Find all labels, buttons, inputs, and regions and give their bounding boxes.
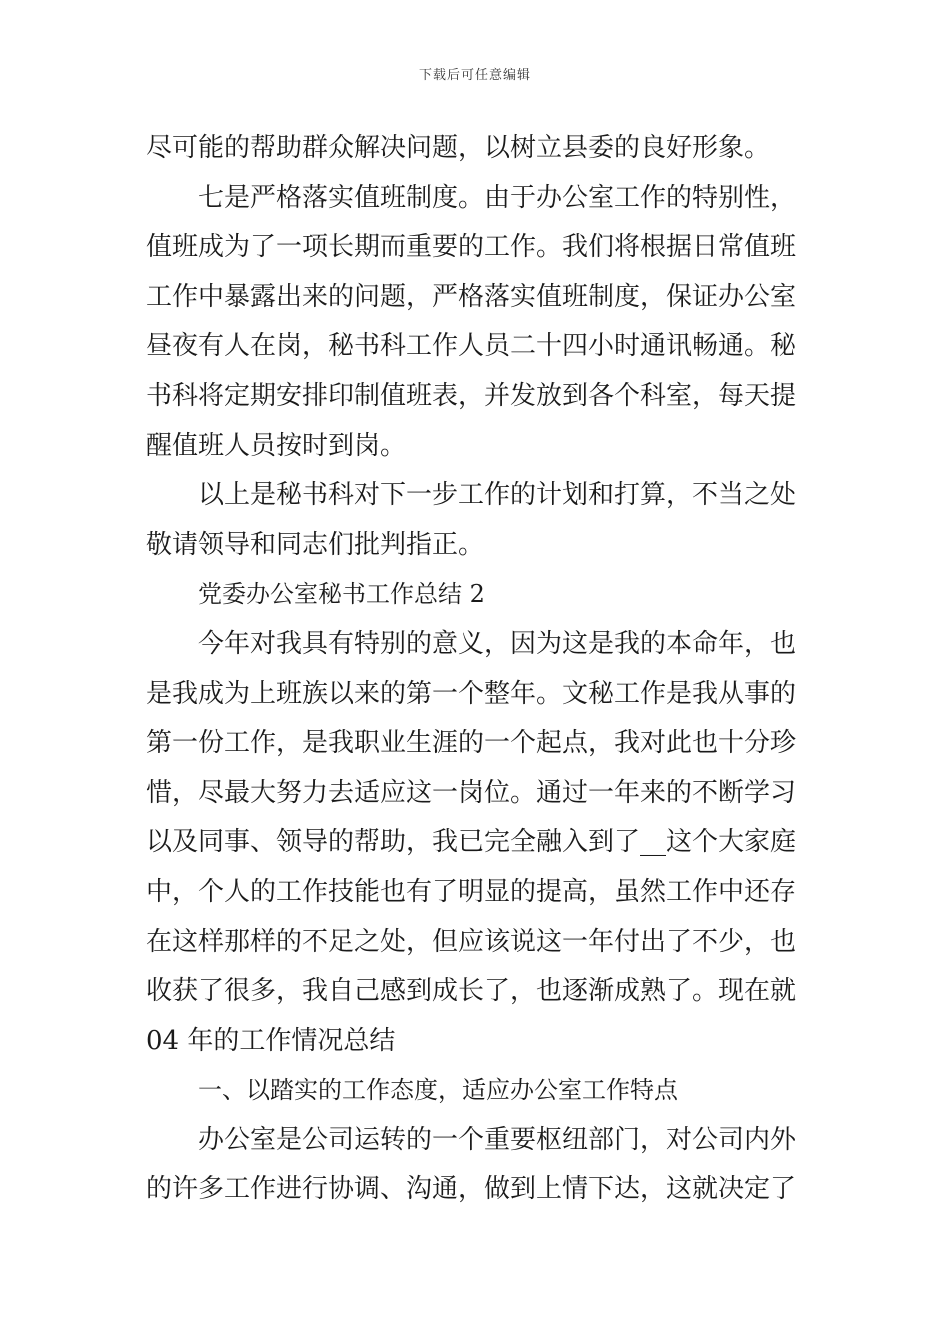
text-line: 在这样那样的不足之处，但应该说这一年付出了不少，也 bbox=[146, 926, 797, 957]
text-line: 值班成为了一项长期而重要的工作。我们将根据日常值班 bbox=[146, 232, 797, 263]
text-line: 的许多工作进行协调、沟通，做到上情下达，这就决定了 bbox=[146, 1174, 797, 1205]
text-line: 昼夜有人在岗，秘书科工作人员二十四小时通讯畅通。秘 bbox=[146, 331, 797, 362]
paragraph-start-line: 以上是秘书科对下一步工作的计划和打算，不当之处 bbox=[198, 480, 797, 511]
text-line: 尽可能的帮助群众解决问题，以树立县委的良好形象。 bbox=[146, 133, 771, 163]
text-line: 工作中暴露出来的问题，严格落实值班制度，保证办公室 bbox=[146, 281, 797, 312]
text-line: 第一份工作，是我职业生涯的一个起点，我对此也十分珍 bbox=[146, 728, 797, 759]
paragraph-start-line: 办公室是公司运转的一个重要枢纽部门，对公司内外 bbox=[198, 1124, 797, 1155]
text-line: 以及同事、领导的帮助，我已完全融入到了__这个大家庭 bbox=[146, 827, 797, 858]
section-title: 党委办公室秘书工作总结 2 bbox=[198, 580, 485, 609]
paragraph-start-line: 七是严格落实值班制度。由于办公室工作的特别性， bbox=[198, 182, 797, 213]
text-line: 醒值班人员按时到岗。 bbox=[146, 430, 407, 461]
text-line: 收获了很多，我自己感到成长了，也逐渐成熟了。现在就 bbox=[146, 976, 797, 1007]
text-line: 中，个人的工作技能也有了明显的提高，虽然工作中还存 bbox=[146, 876, 797, 907]
document-body bbox=[146, 124, 808, 1215]
page-header: 下载后可任意编辑 bbox=[418, 68, 531, 83]
paragraph-start-line: 今年对我具有特别的意义，因为这是我的本命年，也 bbox=[198, 628, 797, 659]
subsection-heading: 一、以踏实的工作态度，适应办公室工作特点 bbox=[198, 1076, 678, 1105]
text-line: 书科将定期安排印制值班表，并发放到各个科室，每天提 bbox=[146, 380, 797, 411]
text-line: 04 年的工作情况总结 bbox=[146, 1025, 396, 1056]
text-line: 敬请领导和同志们批判指正。 bbox=[146, 529, 485, 560]
text-line: 是我成为上班族以来的第一个整年。文秘工作是我从事的 bbox=[146, 678, 797, 709]
text-line: 惜，尽最大努力去适应这一岗位。通过一年来的不断学习 bbox=[146, 777, 797, 808]
